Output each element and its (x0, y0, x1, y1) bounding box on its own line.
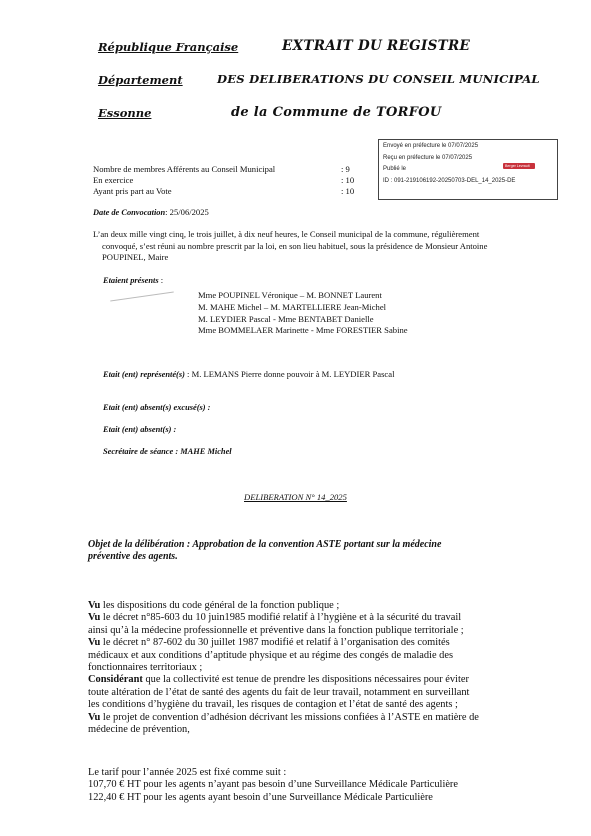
stamp-line-recu: Reçu en préfecture le 07/07/2025 (383, 154, 473, 161)
members-values (341, 164, 354, 197)
members-value-exercice: : 10 (341, 175, 355, 185)
considerations (88, 600, 540, 736)
deliberation-title: DELIBERATION N° 14_2025 (244, 492, 347, 502)
consideration-vu-1: Vu les dispositions du code général de la fonction publique ; (88, 600, 340, 611)
convocation-date: : 25/06/2025 (165, 207, 209, 217)
present-pair-4: Mme BOMMELAER Marinette - Mme FORESTIER Sabine (198, 325, 408, 336)
present-pair-2: M. MAHE Michel – M. MARTELLIERE Jean-Michel (198, 301, 387, 312)
convocation-label: Date de Convocation (93, 208, 166, 217)
berger-levrault-logo: Berger Levrault (503, 163, 535, 169)
consideration-key: Vu (88, 637, 101, 649)
members-label-afferents: Nombre de membres Afférents au Conseil Municipal (93, 164, 276, 174)
header-commune: de la Commune de TORFOU (231, 105, 442, 120)
intro-line-3: POUPINEL, Maire (102, 252, 169, 262)
objet (88, 539, 441, 563)
consideration-considerant: Considérant que la collectivité est tenue de prendre les dispositions nécessaires pour éviter toute altération de l’état de santé des agents du fait de leur travail, notamment en surveillant les conditions d’hygiène du travail, les risques de contagion et l’état de santé des agents ; (88, 674, 470, 711)
presents-heading (103, 275, 163, 286)
present-pair-1: Mme POUPINEL Véronique – M. BONNET Laurent (198, 290, 382, 300)
represented-label: Etait (ent) représenté(s) (103, 370, 185, 379)
consideration-key: Vu (88, 711, 101, 723)
stamp-line-envoye: Envoyé en préfecture le 07/07/2025 (383, 143, 479, 149)
consideration-vu-2: Vu le décret n°85-603 du 10 juin1985 modifié relatif à l’hygiène et à la sécurité du travail ainsi qu’à la médecine professionnelle et préventive dans la fonction publique territoriale ; (88, 612, 464, 636)
convocation (93, 207, 209, 218)
present-pair-3: M. LEYDIER Pascal - Mme BENTABET Danielle (198, 313, 374, 324)
presents-names (198, 290, 408, 337)
intro-paragraph (93, 229, 543, 264)
stamp-line-id: ID : 091-219106192-20250703-DEL_14_2025-DE (383, 177, 516, 184)
members-label-vote: Ayant pris part au Vote (93, 186, 172, 196)
header-republique: République Française (98, 40, 239, 54)
consideration-vu-4: Vu le projet de convention d’adhésion décrivant les missions confiées à l’ASTE en matière de médecine de prévention, (88, 711, 479, 736)
stamp-line-publie: Publié le (383, 166, 407, 172)
represented-value: : M. LEMANS Pierre donne pouvoir à M. LEYDIER Pascal (184, 369, 395, 379)
header-extrait: EXTRAIT DU REGISTRE (282, 38, 471, 54)
prefecture-stamp (378, 139, 558, 200)
objet-line-2: préventive des agents. (88, 551, 178, 563)
objet-line-1: Objet de la délibération : Approbation de la convention ASTE portant sur la médecine (88, 539, 442, 550)
tarif-line-2: 122,40 € HT pour les agents ayant besoin d’une Surveillance Médicale Particulière (88, 791, 433, 803)
consideration-key: Vu (88, 612, 101, 624)
excused-label: Etait (ent) absent(s) excusé(s) : (103, 403, 211, 412)
represented (103, 369, 394, 380)
presents-label: Etaient présents (103, 276, 159, 285)
presents-colon: : (158, 275, 164, 285)
signature-scribble (110, 292, 174, 302)
members-value-vote: : 10 (341, 186, 355, 196)
header-essonne: Essonne (98, 106, 152, 120)
header-deliberations: DES DELIBERATIONS DU CONSEIL MUNICIPAL (217, 72, 540, 86)
tarif (88, 767, 458, 804)
header-departement: Département (98, 73, 183, 87)
members-value-afferents: : 9 (341, 164, 350, 174)
absent-label: Etait (ent) absent(s) : (103, 425, 177, 434)
secretary-label: Secrétaire de séance : MAHE Michel (103, 447, 232, 456)
members-label-exercice: En exercice (93, 175, 134, 185)
members-labels (93, 164, 275, 197)
intro-line-2: convoqué, s’est réuni au nombre prescrit par la loi, en son lieu habituel, sous la présidence de Monsieur Antoine (102, 240, 488, 251)
intro-line-1: L’an deux mille vingt cinq, le trois juillet, à dix neuf heures, le Conseil municipal de la commune, régulièrement (93, 229, 480, 239)
tarif-line-1: 107,70 € HT pour les agents n’ayant pas besoin d’une Surveillance Médicale Particulière (88, 779, 459, 791)
tarif-intro: Le tarif pour l’année 2025 est fixé comme suit : (88, 767, 287, 778)
consideration-vu-3: Vu le décret n° 87-602 du 30 juillet 1987 modifié et relatif à l’organisation des comités médicaux et aux conditions d’aptitude physique et au régime des congés de maladie des fonctionnaires territoriaux ; (88, 637, 454, 674)
consideration-key: Considérant (88, 674, 143, 686)
consideration-key: Vu (88, 600, 101, 611)
